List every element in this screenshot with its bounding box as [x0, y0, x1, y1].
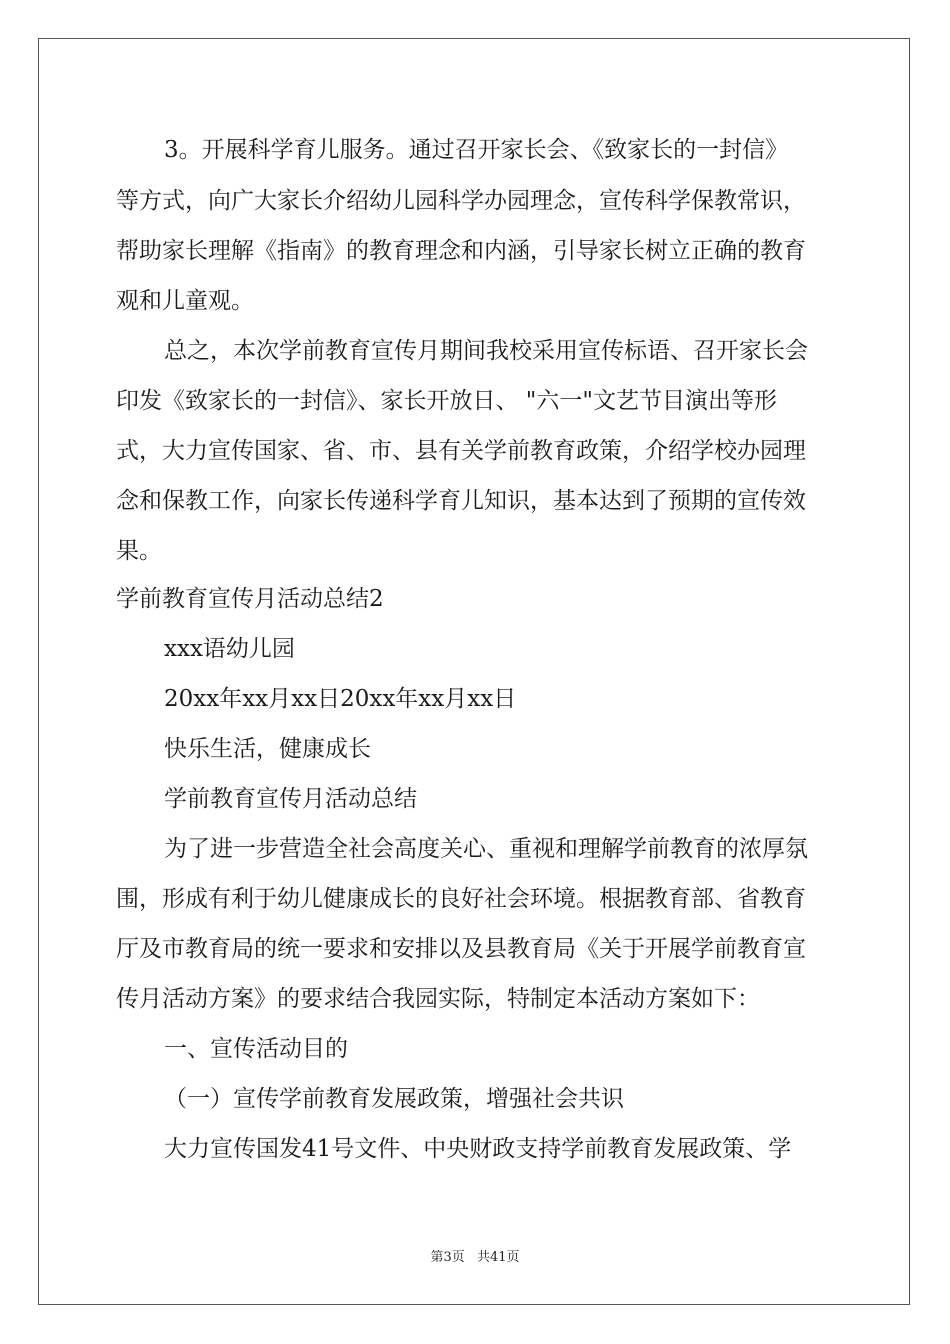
paragraph-line: 式，大力宣传国家、省、市、县有关学前教育政策，介绍学校办园理: [116, 438, 806, 464]
paragraph-line: 果。: [116, 538, 162, 564]
paragraph-line: 印发《致家长的一封信》、家长开放日、 "六一"文艺节目演出等形: [116, 388, 777, 414]
paragraph-line: 为了进一步营造全社会高度关心、重视和理解学前教育的浓厚氛: [164, 836, 808, 862]
slogan: 快乐生活，健康成长: [164, 736, 371, 762]
paragraph-line: 帮助家长理解《指南》的教育理念和内涵，引导家长树立正确的教育: [116, 238, 806, 264]
paragraph-line: 围，形成有利于幼儿健康成长的良好社会环境。根据教育部、省教育: [116, 886, 806, 912]
section-title: 学前教育宣传月活动总结2: [116, 586, 384, 612]
date-range: 20xx年xx月xx日20xx年xx月xx日: [164, 686, 517, 712]
kindergarten-name: xxx语幼儿园: [164, 636, 295, 662]
heading-level-1: 一、宣传活动目的: [164, 1036, 348, 1062]
paragraph-line: 传月活动方案》的要求结合我园实际，特制定本活动方案如下：: [116, 986, 760, 1012]
heading-level-2: （一）宣传学前教育发展政策，增强社会共识: [164, 1086, 624, 1112]
paragraph-line: 总之，本次学前教育宣传月期间我校采用宣传标语、召开家长会: [164, 338, 808, 364]
page-footer: [0, 1246, 950, 1265]
page-number: 第3页: [430, 1250, 465, 1265]
page-total: 共41页: [476, 1250, 520, 1265]
paragraph-line: 观和儿童观。: [116, 288, 254, 314]
paragraph-line: 厅及市教育局的统一要求和安排以及县教育局《关于开展学前教育宣: [116, 936, 806, 962]
paragraph-line: 3。开展科学育儿服务。通过召开家长会、《致家长的一封信》: [164, 137, 789, 163]
paragraph-line: 大力宣传国发41号文件、中央财政支持学前教育发展政策、学: [164, 1136, 792, 1162]
paragraph-line: 等方式，向广大家长介绍幼儿园科学办园理念，宣传科学保教常识，: [116, 188, 806, 214]
paragraph-line: 念和保教工作，向家长传递科学育儿知识，基本达到了预期的宣传效: [116, 488, 806, 514]
subtitle: 学前教育宣传月活动总结: [164, 786, 417, 812]
page-border: [38, 38, 910, 1305]
